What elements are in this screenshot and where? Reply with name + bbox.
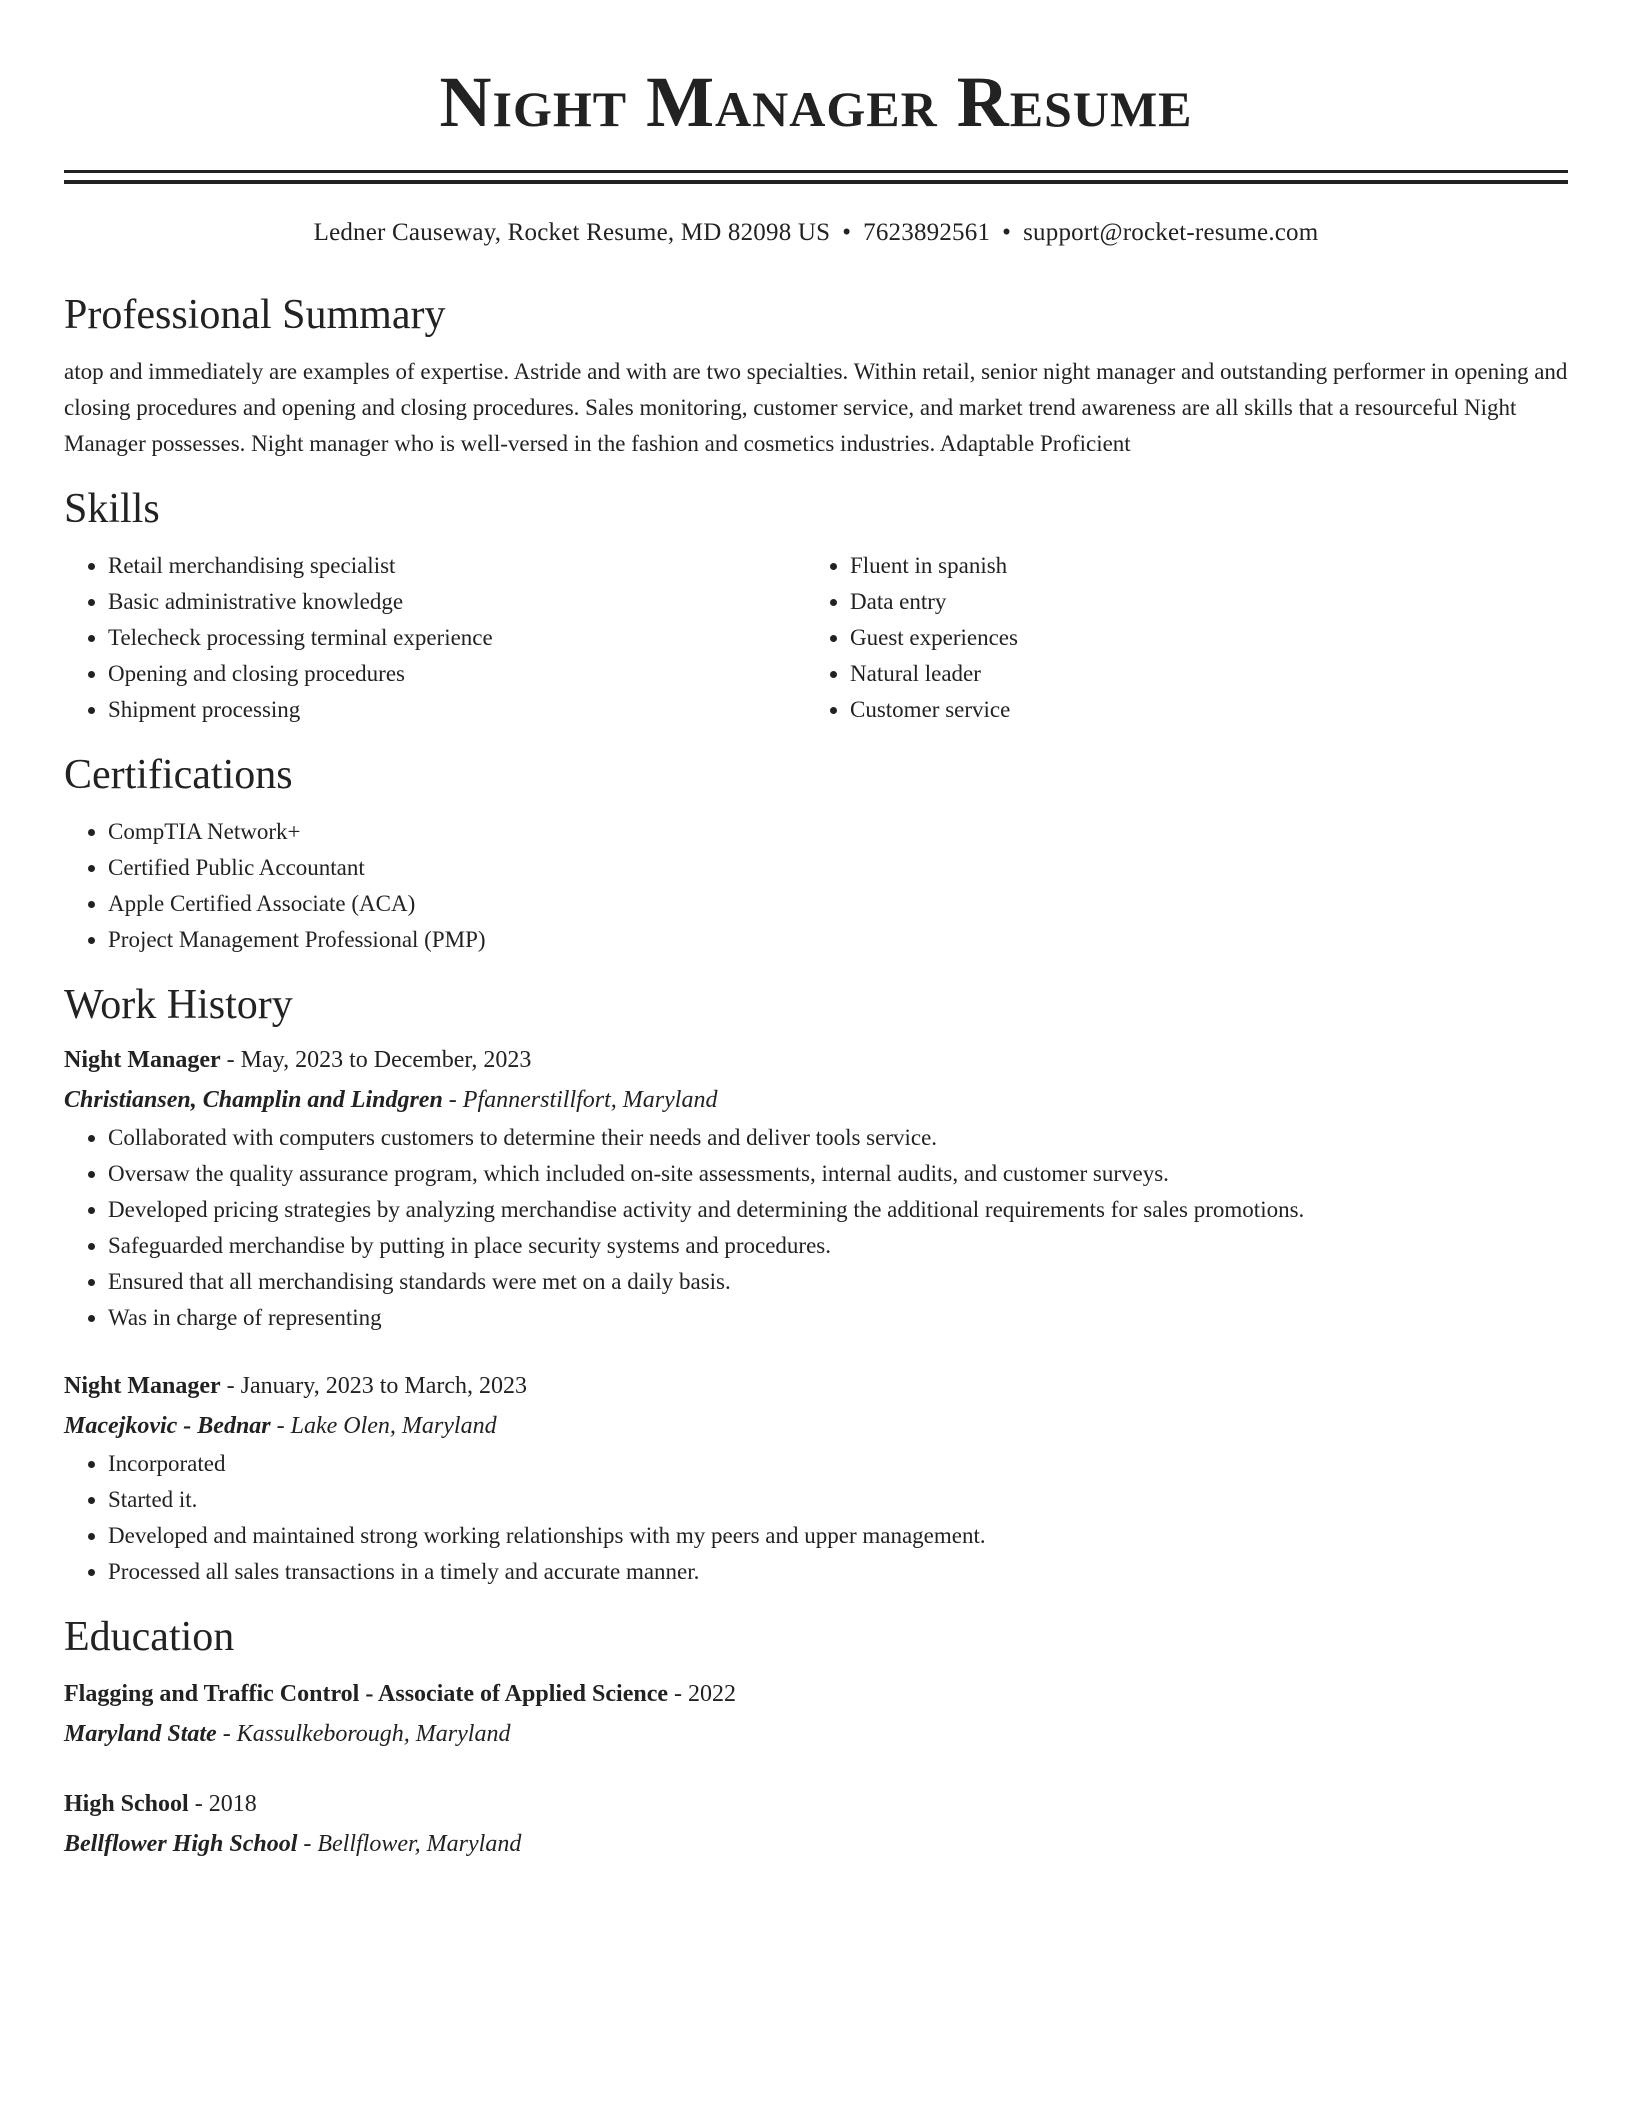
job-company: Macejkovic - Bednar bbox=[64, 1413, 271, 1439]
title-double-rule bbox=[64, 170, 1568, 184]
skill-item: • Data entry bbox=[850, 584, 1548, 620]
certification-item: • Project Management Professional (PMP) bbox=[108, 922, 1568, 958]
skill-item: • Telecheck processing terminal experience bbox=[108, 620, 806, 656]
skills-columns bbox=[64, 548, 1568, 728]
skills-list-left bbox=[64, 548, 806, 728]
job-duty-item: • Developed pricing strategies by analyzing merchandise activity and determining the additional requirements for sales promotions. bbox=[108, 1192, 1568, 1228]
skill-item: • Basic administrative knowledge bbox=[108, 584, 806, 620]
job-location: - Lake Olen, Maryland bbox=[270, 1413, 497, 1439]
job-duty-item: • Developed and maintained strong working relationships with my peers and upper management. bbox=[108, 1518, 1568, 1554]
contact-separator: • bbox=[842, 219, 852, 246]
education-year: - 2018 bbox=[188, 1791, 257, 1817]
education-location: - Bellflower, Maryland bbox=[297, 1831, 522, 1857]
work-history-heading: Work History bbox=[64, 982, 293, 1028]
job-duty-item: • Started it. bbox=[108, 1482, 1568, 1518]
summary-text: atop and immediately are examples of expertise. Astride and with are two specialties. Within retail, senior night manager and outstanding performer in opening and closing procedures and opening and closing procedures. Sales monitoring, customer service, and market trend awareness are all skills that a resourceful Night Manager possesses. Night manager who is well-versed in the fashion and cosmetics industries. Adaptable Proficient bbox=[64, 359, 1568, 456]
skill-item: • Natural leader bbox=[850, 656, 1548, 692]
education-degree-line bbox=[64, 1674, 1568, 1714]
job-duty-item: • Collaborated with computers customers to determine their needs and deliver tools service. bbox=[108, 1120, 1568, 1156]
job-company: Christiansen, Champlin and Lindgren bbox=[64, 1087, 443, 1113]
summary-heading: Professional Summary bbox=[64, 292, 446, 338]
skill-item: • Shipment processing bbox=[108, 692, 806, 728]
contact-address: Ledner Causeway, Rocket Resume, MD 82098 US bbox=[313, 219, 831, 246]
education-entry bbox=[64, 1784, 1568, 1864]
skills-column-left bbox=[64, 548, 806, 728]
education-degree: Flagging and Traffic Control - Associate of Applied Science bbox=[64, 1681, 668, 1707]
education-degree-line bbox=[64, 1784, 1568, 1824]
certifications-list bbox=[64, 814, 1568, 958]
job-company-line bbox=[64, 1080, 1568, 1120]
education-school: Bellflower High School bbox=[64, 1831, 298, 1857]
job-duty-item: • Incorporated bbox=[108, 1446, 1568, 1482]
job-header bbox=[64, 1366, 1568, 1406]
job-dates: - January, 2023 to March, 2023 bbox=[220, 1373, 528, 1399]
job-duty-item: • Processed all sales transactions in a timely and accurate manner. bbox=[108, 1554, 1568, 1590]
job-duty-item: • Safeguarded merchandise by putting in place security systems and procedures. bbox=[108, 1228, 1568, 1264]
job-location: - Pfannerstillfort, Maryland bbox=[442, 1087, 718, 1113]
certification-item: • Apple Certified Associate (ACA) bbox=[108, 886, 1568, 922]
certifications-heading: Certifications bbox=[64, 752, 293, 798]
certification-item: • Certified Public Accountant bbox=[108, 850, 1568, 886]
job-header bbox=[64, 1040, 1568, 1080]
job-duty-item: • Was in charge of representing bbox=[108, 1300, 1568, 1336]
contact-separator: • bbox=[1002, 219, 1012, 246]
job-duties-list bbox=[64, 1446, 1568, 1590]
skill-item: • Fluent in spanish bbox=[850, 548, 1548, 584]
certification-item: • CompTIA Network+ bbox=[108, 814, 1568, 850]
skills-heading: Skills bbox=[64, 486, 160, 532]
skill-item: • Guest experiences bbox=[850, 620, 1548, 656]
education-degree: High School bbox=[64, 1791, 189, 1817]
contact-email: support@rocket-resume.com bbox=[1023, 219, 1319, 246]
education-school-line bbox=[64, 1824, 1568, 1864]
job-entry bbox=[64, 1040, 1568, 1336]
skills-list-right bbox=[806, 548, 1548, 728]
skill-item: • Opening and closing procedures bbox=[108, 656, 806, 692]
job-duties-list bbox=[64, 1120, 1568, 1336]
job-duty-item: • Oversaw the quality assurance program, which included on-site assessments, internal audits, and customer surveys. bbox=[108, 1156, 1568, 1192]
job-duty-item: • Ensured that all merchandising standards were met on a daily basis. bbox=[108, 1264, 1568, 1300]
skill-item: • Retail merchandising specialist bbox=[108, 548, 806, 584]
job-title: Night Manager bbox=[64, 1047, 221, 1073]
contact-line bbox=[64, 216, 1568, 250]
education-school: Maryland State bbox=[64, 1721, 217, 1747]
contact-phone: 7623892561 bbox=[863, 219, 991, 246]
job-company-line bbox=[64, 1406, 1568, 1446]
resume-title: Night Manager Resume bbox=[439, 62, 1193, 142]
education-entry bbox=[64, 1674, 1568, 1754]
job-title: Night Manager bbox=[64, 1373, 221, 1399]
education-heading: Education bbox=[64, 1614, 235, 1660]
skill-item: • Customer service bbox=[850, 692, 1548, 728]
job-entry bbox=[64, 1366, 1568, 1590]
education-school-line bbox=[64, 1714, 1568, 1754]
job-dates: - May, 2023 to December, 2023 bbox=[220, 1047, 532, 1073]
education-location: - Kassulkeborough, Maryland bbox=[216, 1721, 511, 1747]
skills-column-right bbox=[806, 548, 1548, 728]
education-year: - 2022 bbox=[668, 1681, 736, 1707]
